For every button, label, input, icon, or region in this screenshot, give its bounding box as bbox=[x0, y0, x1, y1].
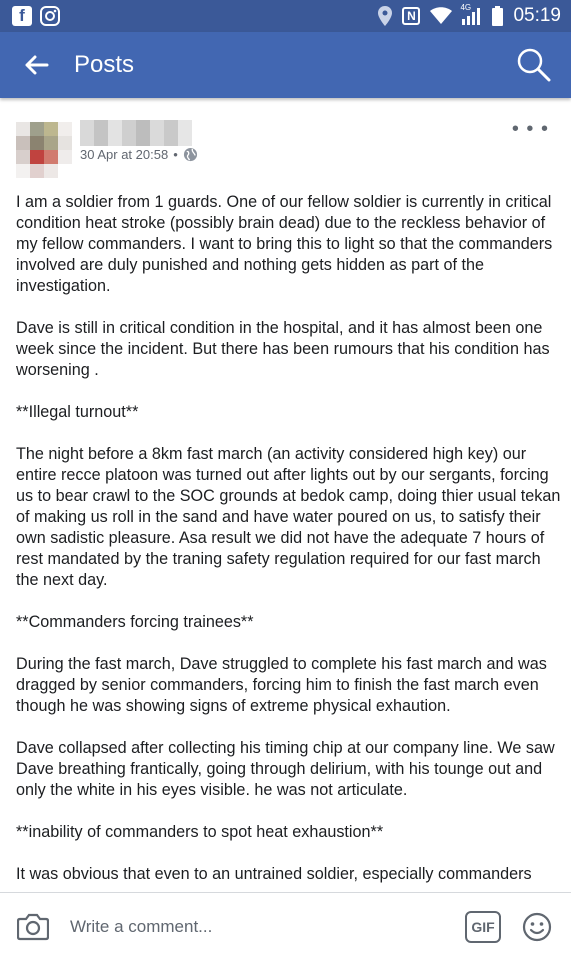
camera-button[interactable] bbox=[16, 912, 50, 942]
post-paragraph: During the fast march, Dave struggled to complete his fast march and was dragged by senior commanders, forcing him to finish the fast march even though he was showing signs of extreme physical exhaution. bbox=[16, 655, 547, 715]
facebook-icon: f bbox=[12, 6, 32, 26]
post-meta bbox=[80, 147, 198, 162]
post-paragraph: **inability of commanders to spot heat exhaustion** bbox=[16, 823, 384, 841]
wifi-icon bbox=[430, 7, 452, 25]
status-bar bbox=[0, 0, 571, 32]
comment-input[interactable]: Write a comment... bbox=[70, 917, 213, 936]
post-paragraph: It was obvious that even to an untrained soldier, especially commanders bbox=[16, 865, 532, 883]
battery-icon bbox=[492, 6, 503, 26]
location-icon bbox=[378, 6, 392, 26]
status-bar-app-icons bbox=[12, 6, 60, 26]
camera-icon bbox=[17, 913, 49, 941]
comment-bar bbox=[0, 892, 571, 961]
post-paragraph: **Illegal turnout** bbox=[16, 403, 139, 421]
post-paragraph: Dave collapsed after collecting his timing chip at our company line. We saw Dave breathing frantically, going through delirium, with his tounge out and only the white in his eyes visible. he was not articulate. bbox=[16, 739, 555, 799]
signal-group bbox=[460, 3, 482, 25]
emoji-icon bbox=[522, 912, 552, 942]
meta-separator: • bbox=[173, 147, 178, 162]
search-icon bbox=[517, 48, 551, 82]
post-paragraph: Dave is still in critical condition in the hospital, and it has almost been one week since the incident. But there has been rumours that his condition has worsening . bbox=[16, 319, 550, 379]
emoji-button[interactable] bbox=[521, 911, 553, 943]
network-label: 4G bbox=[460, 3, 472, 12]
author-name-blurred[interactable] bbox=[80, 120, 192, 146]
page-title: Posts bbox=[74, 51, 135, 78]
instagram-icon bbox=[40, 6, 60, 26]
avatar[interactable] bbox=[16, 122, 72, 178]
post-header bbox=[0, 110, 571, 190]
status-time: 05:19 bbox=[513, 5, 561, 26]
post-paragraph: **Commanders forcing trainees** bbox=[16, 613, 254, 631]
gif-button[interactable]: GIF bbox=[465, 911, 501, 943]
status-bar-system-icons bbox=[378, 5, 561, 27]
globe-icon bbox=[183, 147, 198, 162]
back-button[interactable] bbox=[22, 50, 52, 80]
nfc-icon bbox=[402, 7, 420, 25]
post-paragraph: I am a soldier from 1 guards. One of our fellow soldier is currently in critical condition heat stroke (possibly brain dead) due to the reckless behavior of my fellow commanders. I want to bring this to light so that the commanders involved are duly punished and nothing gets hidden as part of the investigation. bbox=[16, 193, 553, 295]
nfc-letter: N bbox=[407, 9, 416, 23]
app-bar bbox=[0, 32, 571, 98]
more-options-icon[interactable]: • • • bbox=[511, 118, 549, 140]
back-arrow-icon bbox=[25, 55, 49, 75]
post-timestamp[interactable]: 30 Apr at 20:58 bbox=[80, 147, 169, 162]
search-button[interactable] bbox=[515, 46, 553, 84]
post-body bbox=[16, 192, 561, 906]
post-paragraph: The night before a 8km fast march (an activity considered high key) our entire recce platoon was turned out after lights out by our sergants, forcing us to bear crawl to the SOC grounds at bedok camp, doing thier usual tekan of making us roll in the sand and have water poured on us, to satisfy their own sadistic pleasure. Asa result we did not have the adequate 7 hours of rest mandated by the traning safety regulation required for our fast march the next day. bbox=[16, 445, 561, 589]
